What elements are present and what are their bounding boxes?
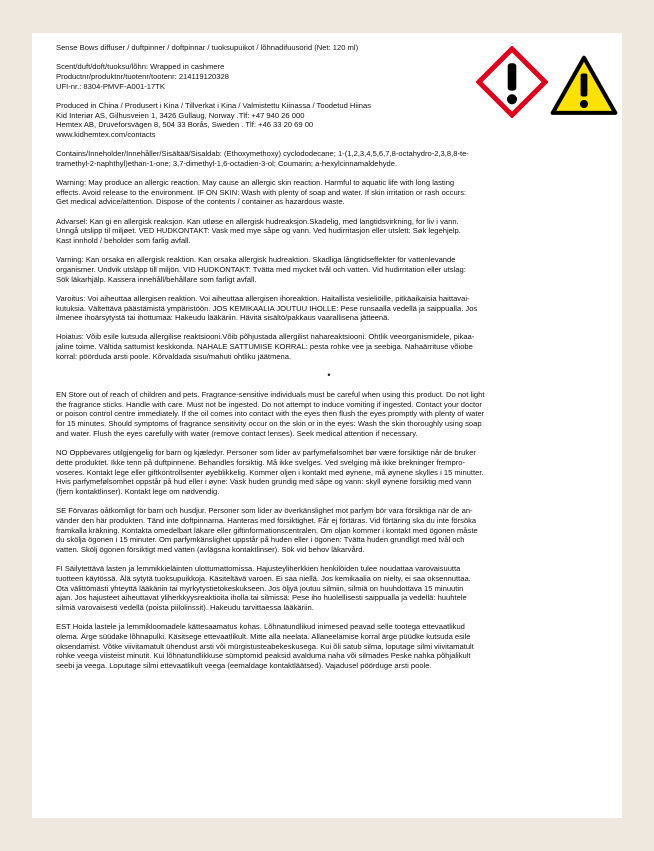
ingredients-text: Contains/Inneholder/Innehåller/Sisältää/Sisaldab: (Ethoxymethoxy) cyclododecane; 1-(1,2,3,4,5,6,7,8-octahydro-2,3,8,8-te- tramethyl-2-naphthyl)ethan-1-one; 3,7-dimethyl-1,6-octadien-3-ol; Coumarin; a-hexylcinnamaldehyde. [56,149,469,168]
instructions-est: EST Hoida lastele ja lemmikloomadele kättesaamatus kohas. Lõhnatundlikud inimesed peavad selle tootega ettevaatlikud olema. Ärge süüdake lõhnapulki. Käsitsege ettevaatlikult. Mitte alla neelata. Allaneelamise korral ärge püüdke kutsuda esile oksendamist. Võtke viivitamatult ühendust arsti või mürgistusteabekeskusega. Kui õli satub silma, loputage silmi viivitamatult rohke veega viisteist minutit. Kui lõhnatundlikkuse sümptomid peaksid avalduma naha või silmades Peske nahka põhjalikult seebi ja veega. Loputage silmi ettevaatlikult veega (eemaldage kontaktläätsed). Vajadusel pöörduge arsti poole. [56,622,474,670]
origin-contact-info: Produced in China / Produsert i Kina / Tillverkat i Kina / Valmistettu Kiinassa / Toodetud Hiinas Kid Interiør AS, Gilhusveien 1, 3426 Gullaug, Norway .Tlf: +47 940 26 000 Hemtex AB, Druveforsvägen 8, 504 33 Borås, Sweden . Tlf: +46 33 20 69 00 www.kidhemtex.com/contacts [56,100,372,139]
product-title: Sense Bows diffuser / duftpinner / doftpinnar / tuoksupuikot / lõhnadifuusorid (Net: 120 ml) [56,43,359,52]
instructions-fi: FI Säilytettävä lasten ja lemmikkieläinten ulottumattomissa. Hajusteyliherkkien henkilöiden tulee noudattaa varovaisuutta tuotteen käytössä. Älä sytytä tuoksupuikkoja. Käsiteltävä varoen. Ei saa niellä. Jos kemikaalia on nielty, ei saa oksennuttaa. Ota välittömästi yhteyttä lääkäriin tai myrkytystietokeskukseen. Jos öljyä joutuu silmiin, silmiä on huuhdottava 15 minuutin ajan. Jos hajusteet aiheuttavat yliherkkyysreaktioita iholla tai silmissä: Pese iho huolellisesti saippualla ja vedellä: huuhtele silmiä varovaisesti vedellä (poista piilolinssit). Hakeudu tarvittaessa lääkäriin. [56,564,471,612]
warning-est: Hoiatus: Võib esile kutsuda allergilise reaktsiooni.Võib põhjustada allergilist nahareaktsiooni. Ohtlik veeorganismidele, pikaa- jaline toime. Vältida sattumist keskkonda. NAHALE SATTUMISE KORRAL: pesta rohke vee ja seebiga. Nahaärrituse võiobe korral: pöörduda arsti poole. Kõrvaldada sisu/mahuti ohtliku jäätmena. [56,332,475,361]
warning-triangle-icon [550,54,618,116]
instructions-no: NO Oppbevares utilgjengelig for barn og kjæledyr. Personer som lider av parfymefølsomhet bør være forsiktige når de bruker dette produktet. Ikke tenn på duftpinnene. Behandles forsiktig. Må ikke svelges. Ved svelging må ikke brekninger frempro- voseres. Kontakt lege eller giftkontrollsenter øyeblikkelig. Kommer oljen i kontakt med øynene, må øynene skylles i 15 minutter. Hvis parfymefølsomhet oppstår på hud eller i øyne: Vask huden grundig med såpe og vann: skyll øynene forsiktig med vann (fjern kontaktlinser). Kontakt lege om nødvendig. [56,448,484,496]
instructions-en: EN Store out of reach of children and pets. Fragrance-sensitive individuals must be careful when using this product. Do not light the fragrance sticks. Handle with care. Must not be ingested. Do not attempt to induce vomiting if ingested. Contact your doctor or poison control centre immediately. If the oil comes into contact with the eyes then flush the eyes promptly with plenty of water for 15 minutes. Should symptoms of fragrance sensitivity occur on the skin or in the eyes: Wash the skin thoroughly using soap and water. Flush the eyes carefully with water (remove contact lenses). Seek medical attention if necessary. [56,390,485,438]
warning-fi: Varoitus: Voi aiheuttaa allergisen reaktion. Voi aiheuttaa allergisen ihoreaktion. Haitallista vesieliöille, pitkäaikaisia haittavai- kutuksia. Vältettävä päästämistä ympäristöön. JOS KEMIKAALIA JOUTUU IHOLLE: Pese runsaalla vedellä ja saippualla. Jos ilmenee ihoärsytystä tai ihottumaa: Hakeudu lääkäriin. Hävitä sisältö/pakkaus vaarallisena jätteenä. [56,293,478,323]
instructions-se: SE Förvaras oåtkomligt för barn och husdjur. Personer som lider av överkänslighet mot parfym bör vara försiktiga när de an- vänder den här produkten. Tänd inte doftpinnarna. Hanteras med försiktighet. Får ej förtäras. Vid förtäring ska du inte försöka framkalla kräkning. Kontakta omedelbart läkare eller giftinformationscentralen. Om oljan kommer i kontakt med ögonen måste du skölja ögonen i 15 minuter. Om parfymkänslighet uppstår på huden eller i ögonen: Tvätta huden grundligt med tvål och vatten. Skölj ögonen försiktigt med vatten (avlägsna kontaktlinser). Sök vid behov läkarvård. [56,506,478,554]
label-sheet [32,33,622,818]
scent-product-info: Scent/duft/doft/tuoksu/lõhn: Wrapped in cashmere Productnr/produktnr/tuotenr/tootenr: 214119120328 UFI-nr.: 8304-PMVF-A001-17TK [56,62,229,91]
warning-en: Warning: May produce an allergic reaction. May cause an allergic skin reaction. Harmful to aquatic life with long lasting effects. Avoid release to the environment. IF ON SKIN: Wash with plenty of soap and water. If skin irritation or rash occurs: Get medical advice/attention. Dispose of the contents / container as hazardous waste. [56,178,467,207]
ghs-exclamation-pictogram-icon [476,46,548,118]
hazard-pictograms [476,46,616,122]
separator-dot: • [327,370,331,381]
warning-se: Varning: Kan orsaka en allergisk reaktion. Kan orsaka allergisk hudreaktion. Skadliga långtidseffekter för vattenlevande organismer. Undvik utsläpp till miljön. VID HUDKONTAKT: Tvätta med mycket tvål och vatten. Vid hudirritation eller utslag: Sök läkarhjälp. Kassera innehåll/behållare som farligt avfall. [56,255,466,284]
warning-no: Advarsel: Kan gi en allergisk reaksjon. Kan utløse en allergisk hudreaksjon.Skadelig, med langtidsvirkning, for liv i vann. Unngå utslipp til miljøet. VED HUDKONTAKT: Vask med mye såpe og vann. Ved hudirritasjon eller utslett: Søk legehjelp. Kast innhold / beholder som farlig avfall. [56,216,461,246]
